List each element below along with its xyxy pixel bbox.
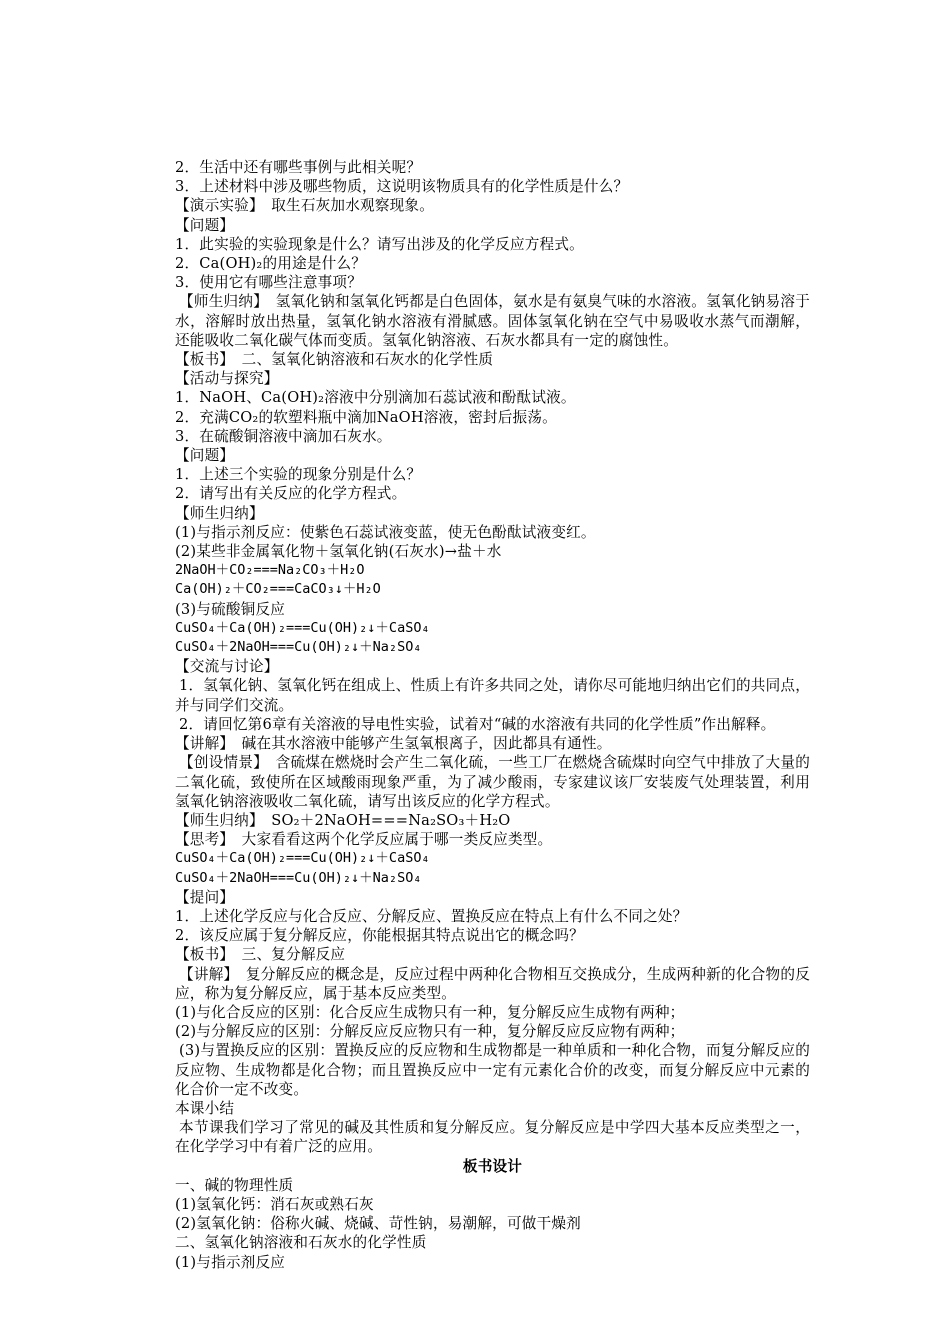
paragraph: 【创设情景】 含硫煤在燃烧时会产生二氧化硫，一些工厂在燃烧含硫煤时向空气中排放了大量的二氧化硫，致使所在区域酸雨现象严重，为了减少酸雨，专家建议该厂安装废气处理装置，利用氢氧化钠溶液吸收二氧化硫，请写出该反应的化学方程式。 — [175, 754, 810, 810]
section-heading: 板书设计 — [462, 1157, 523, 1175]
text-line: 【问题】 — [175, 216, 235, 234]
text-line: 一、碱的物理性质 — [175, 1176, 294, 1194]
paragraph: 【师生归纳】 氢氧化钠和氢氧化钙都是白色固体，氨水是有氨臭气味的水溶液。氢氧化钠易溶于水，溶解时放出热量，氢氧化钠水溶液有滑腻感。固体氢氧化钠在空气中易吸收水蒸气而潮解，还能吸收二氧化碳气体而变质。氢氧化钠溶液、石灰水都具有一定的腐蚀性。 — [175, 293, 810, 349]
document-body — [175, 158, 810, 1272]
text-line: 【交流与讨论】 — [175, 658, 279, 676]
text-line: 二、氢氧化钠溶液和石灰水的化学性质 — [175, 1234, 427, 1252]
text-line: 2．充满CO₂的软塑料瓶中滴加NaOH溶液，密封后振荡。 — [175, 408, 557, 426]
paragraph: 1．氢氧化钠、氢氧化钙在组成上、性质上有许多共同之处，请你尽可能地归纳出它们的共同点，并与同学们交流。 — [175, 677, 810, 714]
text-line: 3．上述材料中涉及哪些物质，这说明该物质具有的化学性质是什么？ — [175, 178, 629, 196]
text-line: 2．该反应属于复分解反应，你能根据其特点说出它的概念吗？ — [175, 927, 584, 945]
paragraph: 【讲解】 复分解反应的概念是，反应过程中两种化合物相互交换成分，生成两种新的化合物的反应，称为复分解反应，属于基本反应类型。 — [175, 965, 810, 1002]
text-line: 【问题】 — [175, 447, 235, 465]
text-line: 1．上述化学反应与化合反应、分解反应、置换反应在特点上有什么不同之处？ — [175, 907, 688, 925]
chemical-equation: CuSO₄＋2NaOH===Cu(OH)₂↓＋Na₂SO₄ — [175, 869, 422, 886]
text-line: 【师生归纳】 SO₂＋2NaOH===Na₂SO₃＋H₂O — [175, 811, 511, 829]
text-line: 1．此实验的实验现象是什么？请写出涉及的化学反应方程式。 — [175, 235, 584, 253]
text-line: 【活动与探究】 — [175, 370, 279, 388]
text-line: (1)氢氧化钙：消石灰或熟石灰 — [175, 1195, 374, 1213]
text-line: (2)某些非金属氧化物＋氢氧化钠(石灰水)→盐＋水 — [175, 543, 502, 561]
text-line: 【板书】 三、复分解反应 — [175, 946, 346, 964]
text-line: 【思考】 大家看看这两个化学反应属于哪一类反应类型。 — [175, 831, 553, 849]
chemical-equation: CuSO₄＋2NaOH===Cu(OH)₂↓＋Na₂SO₄ — [175, 639, 422, 656]
text-line: 2．生活中还有哪些事例与此相关呢？ — [175, 159, 422, 176]
text-line: 【提问】 — [175, 888, 235, 906]
text-line: (1)与指示剂反应 — [175, 1253, 286, 1271]
paragraph: (3)与置换反应的区别：置换反应的反应物和生成物都是一种单质和一种化合物，而复分解反应的反应物、生成物都是化合物；而且置换反应中一定有元素化合价的改变，而复分解反应中元素的化合价一定不改变。 — [175, 1042, 810, 1098]
text-line: 1．上述三个实验的现象分别是什么？ — [175, 466, 422, 484]
text-line: 2．请写出有关反应的化学方程式。 — [175, 485, 407, 503]
text-line: 2．Ca(OH)₂的用途是什么？ — [175, 255, 367, 273]
chemical-equation: CuSO₄＋Ca(OH)₂===Cu(OH)₂↓＋CaSO₄ — [175, 850, 430, 867]
text-line: 【师生归纳】 — [175, 504, 264, 522]
text-line: 【讲解】 碱在其水溶液中能够产生氢氧根离子，因此都具有通性。 — [175, 735, 612, 753]
chemical-equation: Ca(OH)₂＋CO₂===CaCO₃↓＋H₂O — [175, 581, 381, 598]
text-line: (3)与硫酸铜反应 — [175, 600, 286, 618]
paragraph: 2．请回忆第6章有关溶液的导电性实验，试着对“碱的水溶液有共同的化学性质”作出解释。 — [179, 715, 776, 733]
text-line: 【演示实验】 取生石灰加水观察现象。 — [175, 197, 434, 215]
text-line: 【板书】 二、氢氧化钠溶液和石灰水的化学性质 — [175, 351, 494, 369]
text-line: (2)与分解反应的区别：分解反应反应物只有一种，复分解反应反应物有两种； — [175, 1023, 685, 1041]
text-line: 3．在硫酸铜溶液中滴加石灰水。 — [175, 427, 392, 445]
text-line: (2)氢氧化钠：俗称火碱、烧碱、苛性钠，易潮解，可做干燥剂 — [175, 1215, 581, 1233]
text-line: (1)与化合反应的区别：化合反应生成物只有一种，复分解反应生成物有两种； — [175, 1003, 685, 1021]
chemical-equation: CuSO₄＋Ca(OH)₂===Cu(OH)₂↓＋CaSO₄ — [175, 619, 430, 636]
text-line: 本课小结 — [175, 1099, 235, 1117]
chemical-equation: 2NaOH＋CO₂===Na₂CO₃＋H₂O — [175, 562, 365, 579]
text-line: 1．NaOH、Ca(OH)₂溶液中分别滴加石蕊试液和酚酞试液。 — [175, 389, 576, 407]
text-line: 3．使用它有哪些注意事项？ — [175, 274, 363, 292]
text-line: (1)与指示剂反应：使紫色石蕊试液变蓝，使无色酚酞试液变红。 — [175, 523, 596, 541]
paragraph: 本节课我们学习了常见的碱及其性质和复分解反应。复分解反应是中学四大基本反应类型之一，在化学学习中有着广泛的应用。 — [175, 1119, 810, 1156]
